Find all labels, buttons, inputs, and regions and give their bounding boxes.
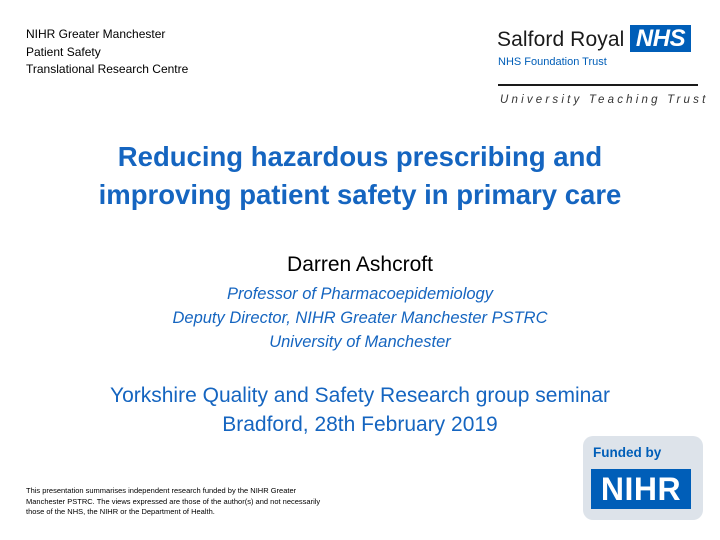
speaker-role-2: Deputy Director, NIHR Greater Manchester PSTRC xyxy=(172,309,548,327)
speaker-name: Darren Ashcroft xyxy=(287,253,433,276)
event-name: Yorkshire Quality and Safety Research group seminar xyxy=(110,384,610,407)
event-date: Bradford, 28th February 2019 xyxy=(222,413,498,436)
logo-trust: NHS Foundation Trust xyxy=(498,56,607,68)
logo-name: Salford Royal xyxy=(497,28,625,51)
nhs-logo: NHS xyxy=(630,25,691,52)
centre-header-line-1: NIHR Greater Manchester xyxy=(26,27,166,41)
funded-by-nihr-badge xyxy=(583,436,703,520)
centre-header xyxy=(26,26,188,79)
logo-tagline: University Teaching Trust xyxy=(500,94,709,106)
logo-divider xyxy=(498,84,698,86)
event-info xyxy=(0,381,720,439)
salford-royal-logo xyxy=(494,22,699,74)
disclaimer xyxy=(26,486,356,518)
speaker-role-3: University of Manchester xyxy=(269,333,451,351)
disclaimer-line-1: This presentation summarises independent research funded by the NIHR Greater xyxy=(26,486,297,495)
slide-title-line-1: Reducing hazardous prescribing and xyxy=(117,141,603,172)
disclaimer-line-2: Manchester PSTRC. The views expressed are those of the author(s) and not necessarily xyxy=(26,496,321,506)
centre-header-line-3: Translational Research Centre xyxy=(26,62,189,76)
speaker-roles xyxy=(0,282,720,354)
funded-by-label: Funded by xyxy=(593,445,662,460)
speaker-role-1: Professor of Pharmacoepidemiology xyxy=(227,285,493,303)
slide-title xyxy=(0,138,720,214)
centre-header-line-2: Patient Safety xyxy=(26,44,101,59)
slide-title-line-2: improving patient safety in primary care xyxy=(98,179,622,210)
disclaimer-line-3: those of the NHS, the NIHR or the Department of Health. xyxy=(26,507,215,516)
nihr-logo: NIHR xyxy=(591,469,691,509)
